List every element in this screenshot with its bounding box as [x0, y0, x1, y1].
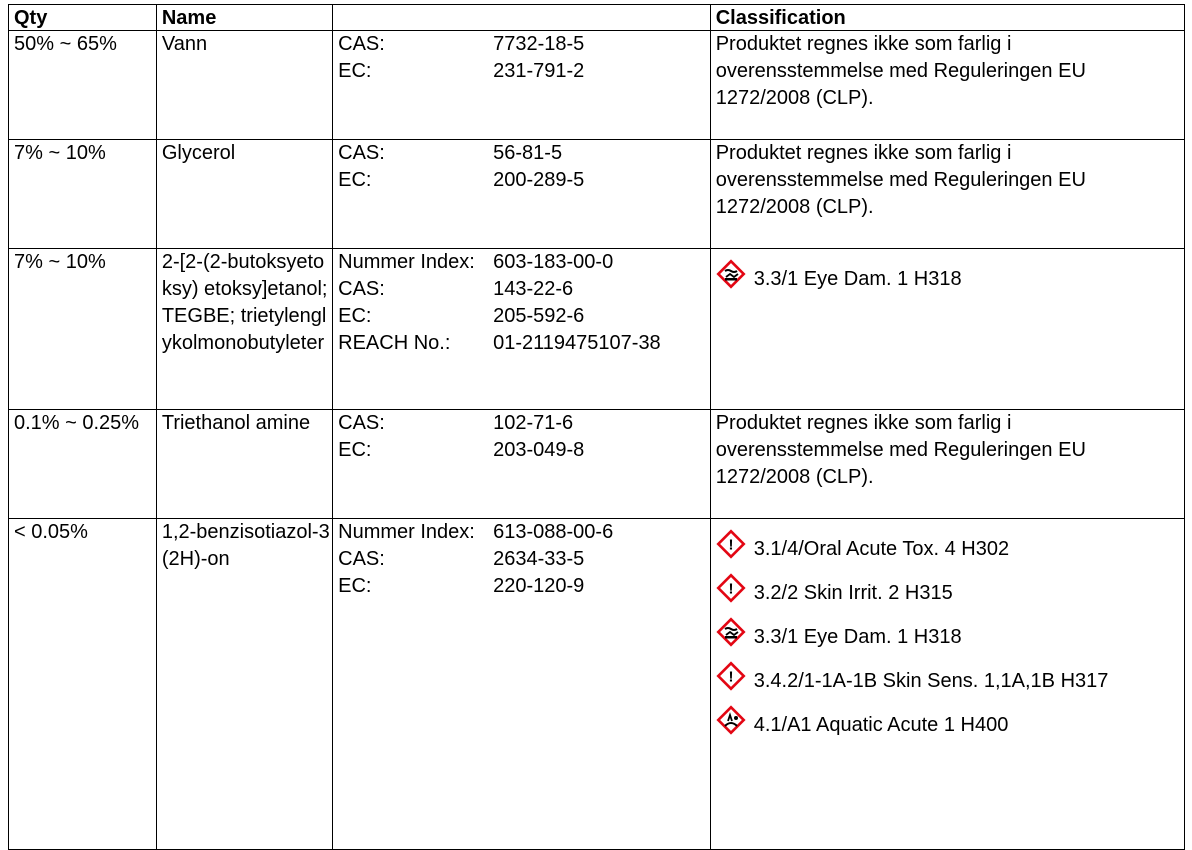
exclamation-icon	[716, 573, 746, 603]
hazard-statement	[716, 563, 1184, 607]
qty-cell	[9, 140, 157, 249]
table-row	[9, 31, 1185, 140]
classification-cell	[710, 249, 1184, 410]
name-cell	[156, 519, 332, 850]
substance-name: 1,2-benzisotiazol-3(2H)-on	[161, 521, 330, 570]
identifier-value: 01-2119475107-38	[493, 332, 661, 354]
identifier-value: 102-71-6	[493, 412, 574, 434]
qty-cell	[9, 31, 157, 140]
composition-table	[8, 4, 1185, 850]
hazard-text: 3.2/2 Skin Irrit. 2 H315	[753, 582, 953, 604]
identifier-value: 56-81-5	[493, 142, 563, 164]
header-name: Name	[156, 5, 332, 31]
hazard-statement	[716, 607, 1184, 651]
classification-cell	[710, 140, 1184, 249]
environment-icon	[716, 705, 746, 735]
substance-name: 2-[2-(2-butoksyetoksy) etoksy]etanol; TEGBE; trietylenglykolmonobutyleter	[161, 251, 328, 354]
table-row	[9, 249, 1185, 410]
exclamation-icon	[716, 529, 746, 559]
qty-cell	[9, 249, 157, 410]
svg-text:!: !	[728, 536, 734, 554]
substance-name: Glycerol	[161, 142, 236, 164]
identifier-value: 200-289-5	[493, 169, 585, 191]
identifier-value: 231-791-2	[493, 60, 585, 82]
hazard-statement	[716, 519, 1184, 563]
identifier-list	[338, 519, 710, 600]
identifier-value: 613-088-00-6	[493, 521, 614, 543]
identifiers-cell	[333, 249, 711, 410]
table-row	[9, 140, 1185, 249]
svg-text:!: !	[728, 668, 734, 686]
hazard-text: 3.3/1 Eye Dam. 1 H318	[753, 268, 962, 290]
hazard-text: 3.1/4/Oral Acute Tox. 4 H302	[753, 538, 1010, 560]
classification-text: Produktet regnes ikke som farlig i overensstemmelse med Reguleringen EU 1272/2008 (CLP).	[715, 412, 1086, 488]
qty-cell	[9, 410, 157, 519]
classification-cell	[710, 519, 1184, 850]
identifiers-cell	[333, 410, 711, 519]
hazard-statement	[716, 651, 1184, 695]
identifier-value: 143-22-6	[493, 278, 574, 300]
svg-text:!: !	[728, 580, 734, 598]
table-row	[9, 519, 1185, 850]
header-qty: Qty	[9, 5, 157, 31]
identifier-value: 220-120-9	[493, 575, 585, 597]
identifier-value: 205-592-6	[493, 305, 585, 327]
hazard-text: 4.1/A1 Aquatic Acute 1 H400	[753, 714, 1009, 736]
table-header-row	[9, 5, 1185, 31]
name-cell	[156, 31, 332, 140]
identifier-list	[338, 31, 710, 85]
exclamation-icon	[716, 661, 746, 691]
hazard-text: 3.3/1 Eye Dam. 1 H318	[753, 626, 962, 648]
substance-name: Triethanol amine	[161, 412, 311, 434]
identifiers-cell	[333, 519, 711, 850]
name-cell	[156, 140, 332, 249]
identifier-value: 7732-18-5	[493, 33, 585, 55]
identifier-label: EC:	[338, 575, 372, 597]
identifier-list	[338, 249, 710, 357]
header-identifiers	[333, 5, 711, 31]
identifiers-cell	[333, 31, 711, 140]
hazard-text: 3.4.2/1-1A-1B Skin Sens. 1,1A,1B H317	[753, 670, 1109, 692]
identifier-list	[338, 410, 710, 464]
qty-value: 7% ~ 10%	[14, 251, 106, 273]
qty-cell	[9, 519, 157, 850]
qty-value: 0.1% ~ 0.25%	[14, 412, 140, 434]
identifier-label: EC:	[338, 439, 372, 461]
identifiers-cell	[333, 140, 711, 249]
identifier-label: CAS:	[338, 278, 385, 300]
identifier-label: CAS:	[338, 548, 385, 570]
identifier-list	[338, 140, 710, 194]
qty-value: 7% ~ 10%	[14, 142, 106, 164]
hazard-statement	[716, 695, 1184, 739]
substance-name: Vann	[161, 33, 208, 55]
classification-cell	[710, 31, 1184, 140]
classification-cell	[710, 410, 1184, 519]
identifier-label: REACH No.:	[338, 332, 451, 354]
classification-text: Produktet regnes ikke som farlig i overensstemmelse med Reguleringen EU 1272/2008 (CLP).	[715, 142, 1086, 218]
identifier-label: Nummer Index:	[338, 521, 475, 543]
qty-value: < 0.05%	[14, 521, 88, 543]
table-row	[9, 410, 1185, 519]
identifier-label: CAS:	[338, 33, 385, 55]
classification-text: Produktet regnes ikke som farlig i overensstemmelse med Reguleringen EU 1272/2008 (CLP).	[715, 33, 1086, 109]
identifier-label: CAS:	[338, 412, 385, 434]
identifier-label: EC:	[338, 305, 372, 327]
identifier-label: Nummer Index:	[338, 251, 475, 273]
identifier-label: CAS:	[338, 142, 385, 164]
header-classification: Classification	[710, 5, 1184, 31]
identifier-value: 203-049-8	[493, 439, 585, 461]
identifier-value: 603-183-00-0	[493, 251, 614, 273]
qty-value: 50% ~ 65%	[14, 33, 117, 55]
identifier-label: EC:	[338, 169, 372, 191]
corrosion-icon	[716, 617, 746, 647]
identifier-label: EC:	[338, 60, 372, 82]
hazard-statement	[716, 249, 1184, 293]
name-cell	[156, 410, 332, 519]
corrosion-icon	[716, 259, 746, 289]
name-cell	[156, 249, 332, 410]
identifier-value: 2634-33-5	[493, 548, 585, 570]
